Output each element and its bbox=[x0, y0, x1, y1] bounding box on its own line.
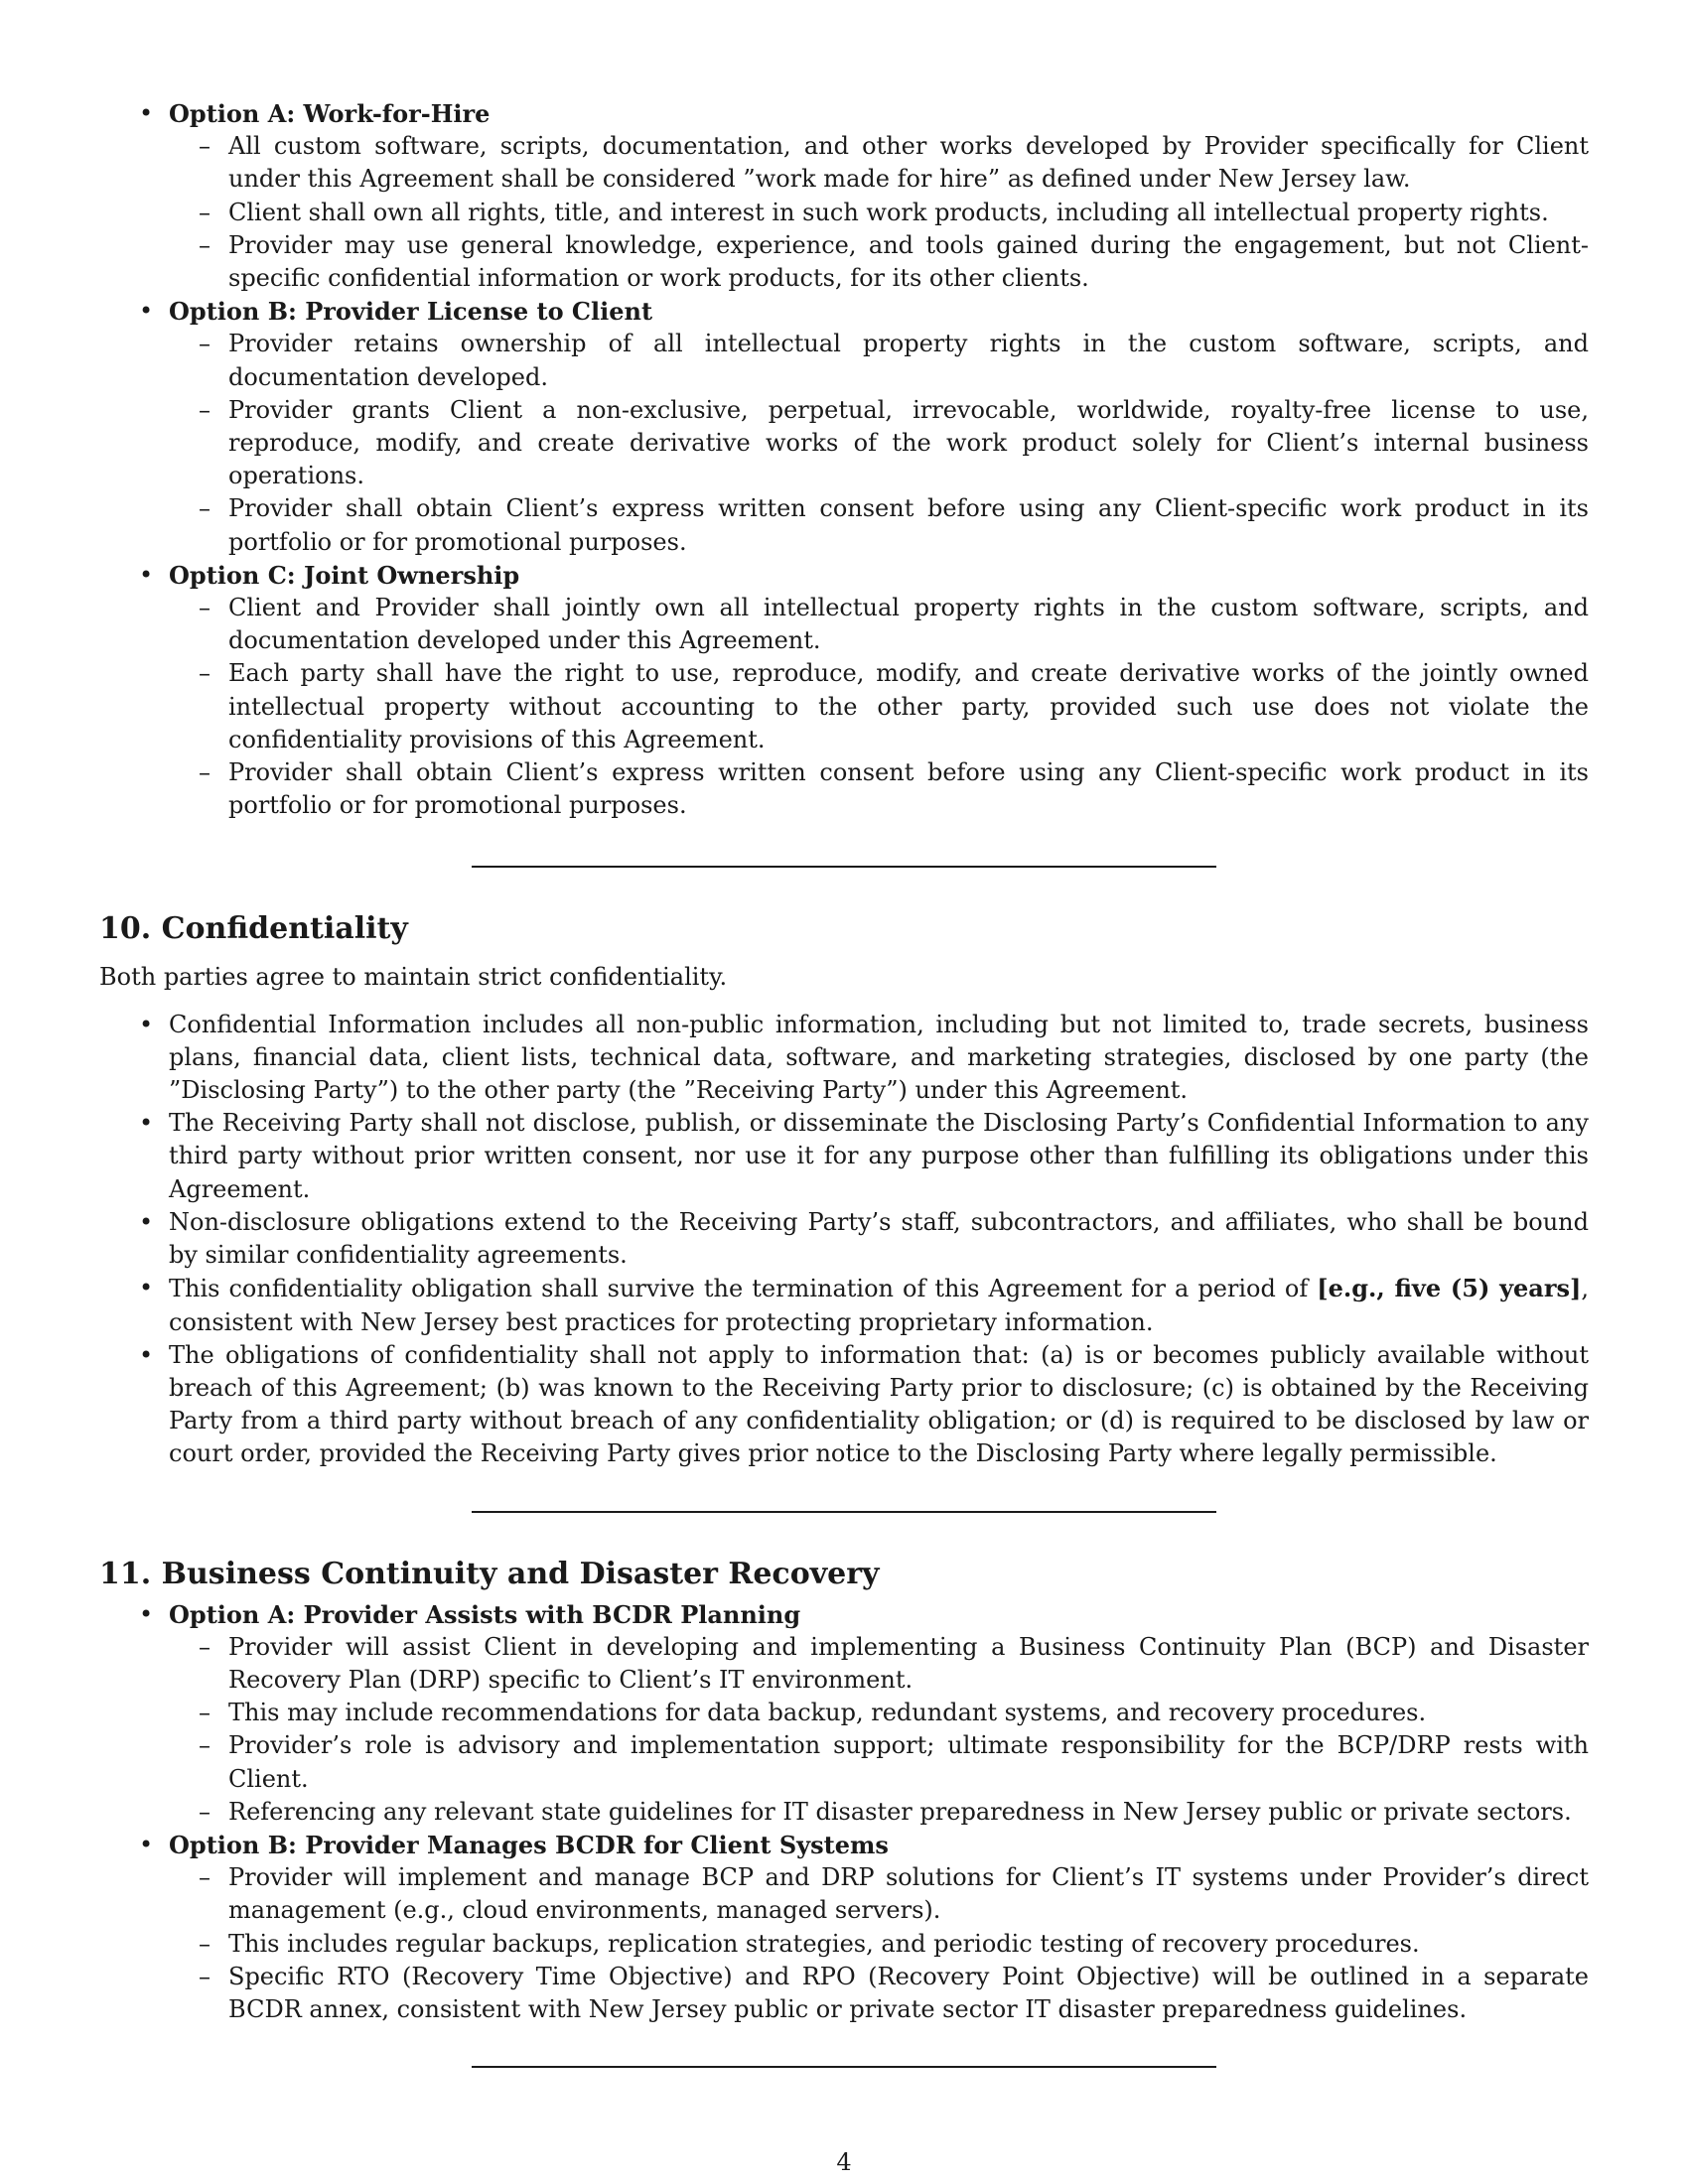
list-item: – Provider will assist Client in developing and implementing a Business Continuity Plan (BCP) and Disaster Recovery Plan (DRP) specific to Client’s IT environment. bbox=[169, 1631, 1589, 1697]
list-item: – Provider’s role is advisory and implementation support; ultimate responsibility for the BCP/DRP rests with Client. bbox=[169, 1729, 1589, 1795]
survival-bracket-open: [ bbox=[1317, 1274, 1329, 1303]
bcdr-option-a bbox=[99, 1598, 1589, 1829]
ip-options-list bbox=[99, 97, 1589, 822]
document-page bbox=[99, 97, 1589, 2068]
list-item: • Non-disclosure obligations extend to the Receiving Party’s staff, subcontractors, and affiliates, who shall be bound by similar confidentiality agreements. bbox=[99, 1206, 1589, 1272]
section-heading-bcdr: 11. Business Continuity and Disaster Recovery bbox=[99, 1556, 880, 1591]
ip-option-a bbox=[99, 97, 1589, 295]
list-item: – Client and Provider shall jointly own all intellectual property rights in the custom software, scripts, and documentation developed under this Agreement. bbox=[169, 592, 1589, 657]
confidentiality-list bbox=[99, 1009, 1589, 1471]
option-title: • Option B: Provider Manages BCDR for Client Systems bbox=[169, 1830, 889, 1859]
option-items bbox=[169, 592, 1589, 822]
option-items bbox=[169, 1861, 1589, 2026]
section-divider bbox=[472, 866, 1216, 868]
bcdr-body bbox=[99, 1598, 1589, 2027]
option-title: • Option B: Provider License to Client bbox=[169, 297, 653, 327]
list-item: – Client shall own all rights, title, and interest in such work products, including all intellectual property rights. bbox=[169, 197, 1589, 229]
list-item: – Referencing any relevant state guidelines for IT disaster preparedness in New Jersey public or private sectors. bbox=[169, 1796, 1589, 1829]
option-items bbox=[169, 1631, 1589, 1829]
bcdr-options-list bbox=[99, 1598, 1589, 2027]
survival-period-placeholder: e.g., five (5) years bbox=[1328, 1274, 1570, 1303]
list-item: – This may include recommendations for data backup, redundant systems, and recovery procedures. bbox=[169, 1697, 1589, 1729]
list-item: – Specific RTO (Recovery Time Objective) and RPO (Recovery Point Objective) will be outlined in a separate BCDR annex, consistent with New Jersey public or private sector IT disaster preparedness guidelines. bbox=[169, 1961, 1589, 2026]
page-number: 4 bbox=[836, 2148, 852, 2176]
list-item: – Each party shall have the right to use, reproduce, modify, and create derivative works of the jointly owned intellectual property without accounting to the other party, provided such use does not violate the confidentiality provisions of this Agreement. bbox=[169, 657, 1589, 756]
confidentiality-body bbox=[99, 961, 1589, 1470]
list-item: – Provider will implement and manage BCP and DRP solutions for Client’s IT systems under Provider’s direct management (e.g., cloud environments, managed servers). bbox=[169, 1861, 1589, 1927]
section-divider bbox=[472, 1511, 1216, 1513]
list-item-survival bbox=[99, 1272, 1589, 1338]
bcdr-option-b bbox=[99, 1829, 1589, 2026]
list-item: – Provider shall obtain Client’s express written consent before using any Client-specific work product in its portfolio or for promotional purposes. bbox=[169, 492, 1589, 558]
option-items bbox=[169, 328, 1589, 558]
section-heading-confidentiality: 10. Confidentiality bbox=[99, 911, 408, 947]
list-item: – All custom software, scripts, documentation, and other works developed by Provider specifically for Client under this Agreement shall be considered ”work made for hire” as defined under New Jersey law. bbox=[169, 130, 1589, 196]
survival-bracket-close: ] bbox=[1570, 1274, 1582, 1303]
list-item: • The Receiving Party shall not disclose, publish, or disseminate the Disclosing Party’s Confidential Information to any third party without prior written consent, nor use it for any purpose other than fulfilling its obligations under this Agreement. bbox=[99, 1107, 1589, 1206]
list-item: – Provider may use general knowledge, experience, and tools gained during the engagement, but not Client-specific confidential information or work products, for its other clients. bbox=[169, 229, 1589, 295]
section-divider bbox=[472, 2066, 1216, 2068]
list-item: • Confidential Information includes all non-public information, including but not limited to, trade secrets, business plans, financial data, client lists, technical data, software, and marketing strategies, disclosed by one party (the ”Disclosing Party”) to the other party (the ”Receiving Party”) under this Agreement. bbox=[99, 1009, 1589, 1108]
option-title: • Option A: Work-for-Hire bbox=[169, 99, 491, 128]
ip-option-c bbox=[99, 559, 1589, 823]
list-item: – Provider grants Client a non-exclusive, perpetual, irrevocable, worldwide, royalty-free license to use, reproduce, modify, and create derivative works of the work product solely for Client’s internal business operations. bbox=[169, 394, 1589, 493]
list-item: – This includes regular backups, replication strategies, and periodic testing of recovery procedures. bbox=[169, 1928, 1589, 1961]
list-item: – Provider shall obtain Client’s express written consent before using any Client-specific work product in its portfolio or for promotional purposes. bbox=[169, 756, 1589, 822]
survival-text-before: This confidentiality obligation shall survive the termination of this Agreement for a period of bbox=[169, 1275, 1318, 1303]
list-item: – Provider retains ownership of all intellectual property rights in the custom software, scripts, and documentation developed. bbox=[169, 328, 1589, 393]
survival-text-after: , consistent with New Jersey best practices for protecting proprietary information. bbox=[169, 1275, 1589, 1336]
option-items bbox=[169, 130, 1589, 295]
section-intro: Both parties agree to maintain strict confidentiality. bbox=[99, 963, 728, 992]
ip-options bbox=[99, 97, 1589, 822]
list-item: • The obligations of confidentiality shall not apply to information that: (a) is or becomes publicly available without breach of this Agreement; (b) was known to the Receiving Party prior to disclosure; (c) is obtained by the Receiving Party from a third party without breach of any confidentiality obligation; or (d) is required to be disclosed by law or court order, provided the Receiving Party gives prior notice to the Disclosing Party where legally permissible. bbox=[99, 1339, 1589, 1471]
option-title: • Option A: Provider Assists with BCDR Planning bbox=[169, 1599, 801, 1629]
option-title: • Option C: Joint Ownership bbox=[169, 560, 520, 590]
ip-option-b bbox=[99, 295, 1589, 559]
